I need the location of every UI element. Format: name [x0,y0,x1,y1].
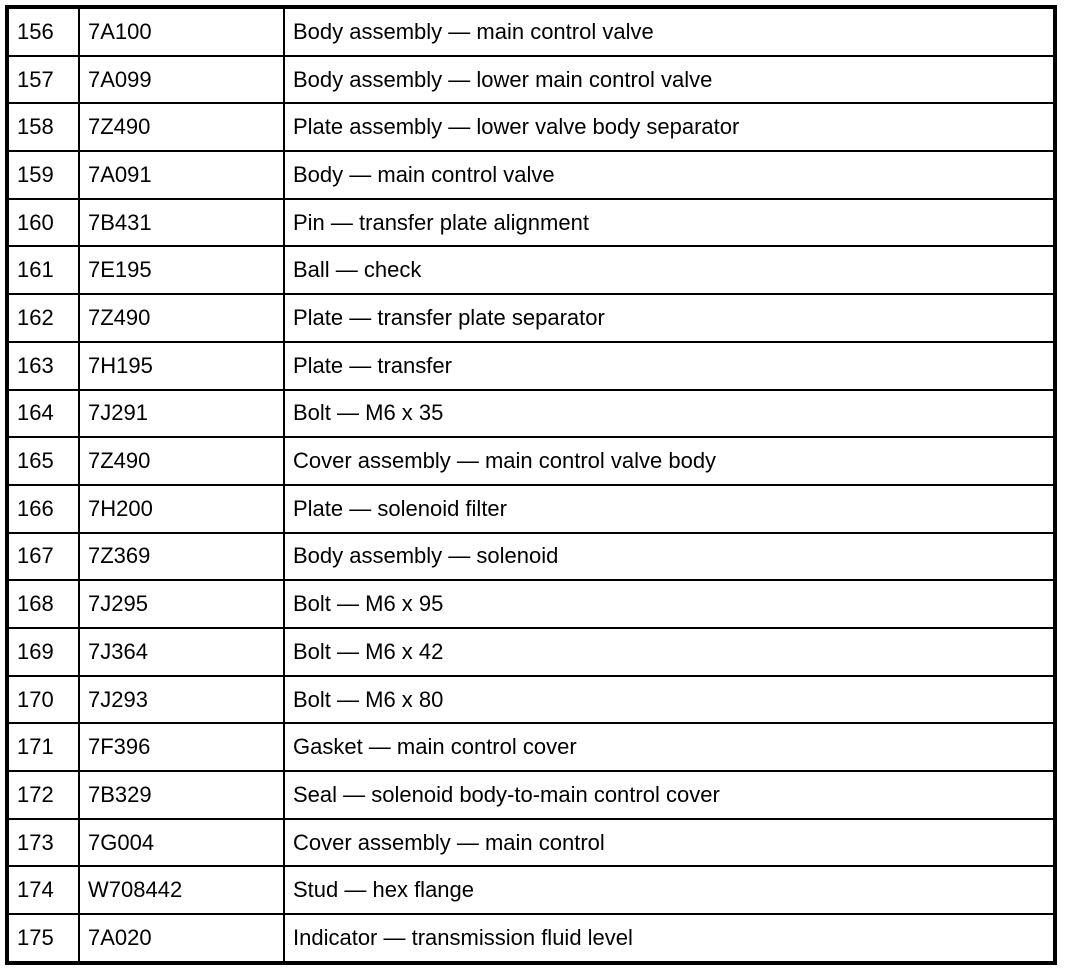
table-row [7,56,1055,104]
description-cell: Plate — solenoid filter [284,485,1055,533]
description-cell: Stud — hex flange [284,866,1055,914]
table-row [7,199,1055,247]
item-number-cell: 159 [7,151,79,199]
item-number-cell: 166 [7,485,79,533]
part-number-cell: 7J291 [79,390,284,438]
table-row [7,437,1055,485]
description-cell: Body — main control valve [284,151,1055,199]
item-number-cell: 174 [7,866,79,914]
description-cell: Body assembly — solenoid [284,533,1055,581]
item-number-cell: 175 [7,914,79,963]
table-row [7,723,1055,771]
part-number-cell: 7A020 [79,914,284,963]
description-cell: Body assembly — lower main control valve [284,56,1055,104]
item-number-cell: 170 [7,676,79,724]
part-number-cell: 7H200 [79,485,284,533]
item-number-cell: 165 [7,437,79,485]
parts-table [5,5,1057,965]
table-row [7,7,1055,56]
description-cell: Bolt — M6 x 80 [284,676,1055,724]
description-cell: Cover assembly — main control [284,819,1055,867]
parts-table-body [7,7,1055,963]
part-number-cell: W708442 [79,866,284,914]
item-number-cell: 162 [7,294,79,342]
description-cell: Seal — solenoid body-to-main control cover [284,771,1055,819]
description-cell: Bolt — M6 x 42 [284,628,1055,676]
item-number-cell: 167 [7,533,79,581]
table-row [7,819,1055,867]
table-row [7,294,1055,342]
description-cell: Plate assembly — lower valve body separator [284,103,1055,151]
part-number-cell: 7G004 [79,819,284,867]
part-number-cell: 7Z490 [79,103,284,151]
part-number-cell: 7A091 [79,151,284,199]
description-cell: Pin — transfer plate alignment [284,199,1055,247]
table-row [7,580,1055,628]
description-cell: Bolt — M6 x 35 [284,390,1055,438]
item-number-cell: 168 [7,580,79,628]
description-cell: Body assembly — main control valve [284,7,1055,56]
table-row [7,676,1055,724]
part-number-cell: 7J295 [79,580,284,628]
table-row [7,485,1055,533]
description-cell: Plate — transfer [284,342,1055,390]
part-number-cell: 7J293 [79,676,284,724]
item-number-cell: 169 [7,628,79,676]
description-cell: Cover assembly — main control valve body [284,437,1055,485]
description-cell: Plate — transfer plate separator [284,294,1055,342]
item-number-cell: 158 [7,103,79,151]
part-number-cell: 7Z490 [79,437,284,485]
part-number-cell: 7Z490 [79,294,284,342]
table-row [7,246,1055,294]
table-row [7,390,1055,438]
part-number-cell: 7F396 [79,723,284,771]
table-row [7,103,1055,151]
part-number-cell: 7J364 [79,628,284,676]
item-number-cell: 160 [7,199,79,247]
part-number-cell: 7B431 [79,199,284,247]
table-row [7,151,1055,199]
description-cell: Ball — check [284,246,1055,294]
item-number-cell: 164 [7,390,79,438]
part-number-cell: 7Z369 [79,533,284,581]
description-cell: Indicator — transmission fluid level [284,914,1055,963]
description-cell: Gasket — main control cover [284,723,1055,771]
part-number-cell: 7A099 [79,56,284,104]
part-number-cell: 7E195 [79,246,284,294]
item-number-cell: 161 [7,246,79,294]
table-row [7,342,1055,390]
item-number-cell: 157 [7,56,79,104]
table-row [7,771,1055,819]
item-number-cell: 163 [7,342,79,390]
part-number-cell: 7B329 [79,771,284,819]
table-row [7,866,1055,914]
table-row [7,533,1055,581]
table-row [7,914,1055,963]
part-number-cell: 7H195 [79,342,284,390]
item-number-cell: 173 [7,819,79,867]
description-cell: Bolt — M6 x 95 [284,580,1055,628]
table-row [7,628,1055,676]
item-number-cell: 156 [7,7,79,56]
item-number-cell: 171 [7,723,79,771]
part-number-cell: 7A100 [79,7,284,56]
item-number-cell: 172 [7,771,79,819]
